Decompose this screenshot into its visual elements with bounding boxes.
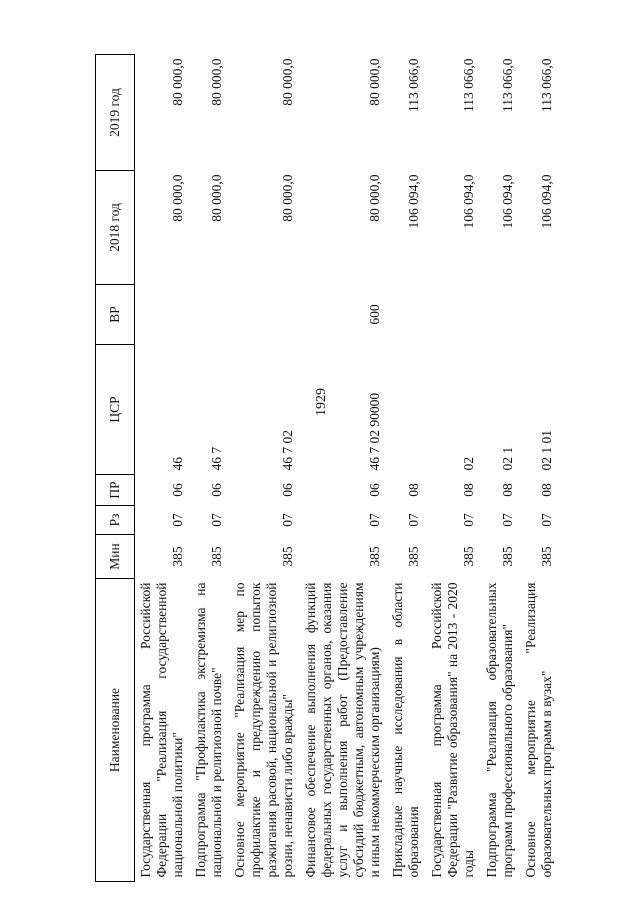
row-min: 385 [539,546,554,567]
header-2019: 2019 год [96,55,135,171]
row-pr: 08 [539,483,554,497]
row-csr: 46 [170,457,185,471]
row-pr: 08 [406,483,421,497]
row-pr: 08 [500,483,515,497]
row-rz: 07 [406,513,421,527]
row-2018: 106 094,0 [500,174,515,229]
row-min: 385 [406,546,421,567]
row-pr: 06 [170,483,185,497]
row-2019: 80 000,0 [170,58,185,106]
row-min: 385 [461,546,476,567]
header-rz: Рз [96,506,135,535]
row-vr [426,285,481,345]
row-2019: 80 000,0 [367,58,382,106]
row-vr [229,285,300,345]
row-2019: 80 000,0 [280,58,295,106]
table-row [300,55,387,882]
row-2018: 80 000,0 [280,174,295,222]
table-row [387,55,426,882]
row-2018: 80 000,0 [367,174,382,222]
row-name: Прикладные научные исследования в области образования [390,582,421,878]
row-2019: 113 066,0 [461,58,476,112]
row-rz: 07 [461,513,476,527]
row-name: Основное мероприятие "Реализация образовательных программ в вузах" [523,582,554,878]
row-vr [135,285,191,345]
row-2019: 80 000,0 [209,58,224,106]
row-name: Подпрограмма "Реализация образовательных программ профессионального образования" [484,582,515,878]
row-vr [481,285,520,345]
row-2018: 80 000,0 [170,174,185,222]
row-vr: 600 [367,304,382,325]
rotated-table-container [95,55,597,882]
row-rz: 07 [170,513,185,527]
row-rz: 07 [500,513,515,527]
row-min: 385 [500,546,515,567]
row-rz: 07 [367,513,382,527]
budget-table [95,54,559,882]
table-row [520,55,559,882]
row-vr [520,285,559,345]
row-csr: 02 1 [500,446,515,471]
header-name: Наименование [96,579,135,882]
row-2018: 106 094,0 [539,174,554,229]
row-2018: 106 094,0 [461,174,476,229]
row-rz: 07 [539,513,554,527]
row-min: 385 [280,546,295,567]
header-2018: 2018 год [96,171,135,285]
header-min: Мин [96,535,135,579]
header-vr: ВР [96,285,135,345]
page-number: 1929 [314,388,329,416]
row-csr [387,345,426,475]
row-csr: 02 1 01 [539,430,554,471]
table-row [135,55,191,882]
table-row [481,55,520,882]
row-min: 385 [367,546,382,567]
row-min: 385 [170,546,185,567]
row-2019: 113 066,0 [406,58,421,112]
row-name: Финансовое обеспечение выполнения функций федеральных государственных органов, оказания услуг и выполнения работ (Предоставление субсидий бюджетным, автономным учреждениям и иным некоммерческим организациям) [303,582,382,878]
row-2019: 113 066,0 [539,58,554,112]
header-pr: ПР [96,475,135,506]
table-row [426,55,481,882]
row-pr: 06 [367,483,382,497]
row-csr: 02 [461,457,476,471]
row-pr: 06 [209,483,224,497]
row-min: 385 [209,546,224,567]
row-vr [190,285,229,345]
row-name: Государственная программа Российской Федерации "Реализация государственной национальной политики" [138,582,185,878]
row-2019: 113 066,0 [500,58,515,112]
row-csr: 46 7 02 90000 [367,392,382,471]
row-2018: 106 094,0 [406,174,421,229]
row-name: Государственная программа Российской Федерации "Развитие образования" на 2013 - 2020 годы [429,582,476,878]
row-vr [387,285,426,345]
row-rz: 07 [280,513,295,527]
header-row [96,55,135,882]
row-2018: 80 000,0 [209,174,224,222]
row-csr: 46 7 02 [280,430,295,471]
row-pr: 08 [461,483,476,497]
header-csr: ЦСР [96,345,135,475]
row-name: Основное мероприятие "Реализация мер по профилактике и предупреждению попыток разжигания расовой, национальной и религиозной розни, ненависти либо вражды" [232,582,295,878]
table-row [190,55,229,882]
row-name: Подпрограмма "Профилактика экстремизма на национальной и религиозной почве" [193,582,224,878]
row-pr: 06 [280,483,295,497]
table-row [229,55,300,882]
row-rz: 07 [209,513,224,527]
row-csr: 46 7 [209,446,224,471]
